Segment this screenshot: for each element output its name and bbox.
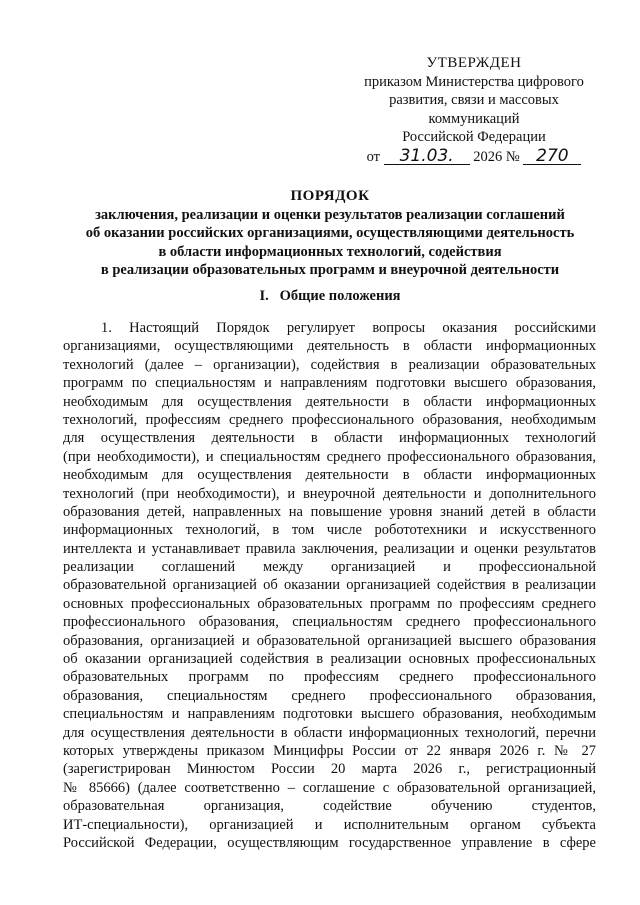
body-line: образования, организацией и образовательной организацией высшего образования [63, 632, 596, 649]
title-line: в области информационных технологий, содействия [158, 243, 502, 260]
body-line: образовательная организация, содействие обучению студентов, [63, 798, 596, 815]
approval-heading: УТВЕРЖДЕН [426, 55, 522, 71]
approval-line: развития, связи и массовых [389, 92, 559, 108]
body-line: организациями, осуществляющими деятельность в области информационных [63, 338, 596, 355]
title-line: заключения, реализации и оценки результатов реализации соглашений [95, 206, 565, 223]
body-line: 1. Настоящий Порядок регулирует вопросы оказания российскими [101, 320, 596, 336]
body-line: которых утверждены приказом Минцифры России от 22 января 2026 г. № 27 [63, 742, 596, 759]
date-prefix: от [366, 148, 381, 165]
title-line: в реализации образовательных программ и внеурочной деятельности [100, 262, 560, 278]
body-line: № 85666) (далее соответственно – соглашение с образовательной организацией, [63, 779, 596, 796]
title-line: об оказании российских организациями, осуществляющими деятельность [85, 225, 575, 241]
body-line: (зарегистрирован Минюстом России 20 марта 2026 г., регистрационный [63, 761, 596, 778]
body-line: технологий (далее – организации), содействия в реализации образовательных [63, 356, 596, 373]
body-paragraph [63, 319, 596, 852]
body-line: специальностям и направлениям подготовки высшего образования, необходимым [63, 706, 596, 723]
body-line: интеллекта и устанавливает правила заключения, реализации и оценки результатов [63, 540, 596, 557]
section-heading: I. Общие положения [259, 288, 401, 304]
handwritten-number: 270 [523, 148, 581, 165]
approval-line: Российской Федерации [402, 129, 546, 145]
body-line: основных профессиональных образовательных программ по профессиям среднего [63, 595, 596, 612]
approval-date-line [360, 145, 588, 167]
year-number-label: 2026 № [473, 148, 520, 165]
handwritten-date: 31.03. [384, 148, 470, 165]
body-line: ИТ-специальности), организацией и исполнительным органом субъекта [63, 816, 596, 833]
body-line: профессионального образования, специальностям среднего профессионального [63, 614, 596, 631]
body-line: для осуществления деятельности в области информационных технологий [63, 430, 596, 447]
body-line: образования, специальностям среднего профессионального образования, [63, 687, 596, 704]
body-line: (при необходимости), и специальностям среднего профессионального образования, [63, 448, 596, 465]
body-line: технологий (при необходимости), и внеурочной деятельности и дополнительного [63, 485, 596, 502]
body-line: для осуществления деятельности в области информационных технологий, перечни [63, 724, 596, 741]
body-line: программ по специальностям и направлениям подготовки высшего образования, [63, 375, 596, 392]
body-line: Российской Федерации, осуществляющим государственное управление в сфере [63, 834, 596, 851]
approval-block [360, 54, 588, 166]
body-line: необходимым для осуществления деятельности в области информационных [63, 393, 596, 410]
body-line: образовательных программ по профессиям среднего профессионального [63, 669, 596, 686]
body-line: технологий, профессиям среднего профессионального образования, необходимым [63, 411, 596, 428]
document-title [60, 187, 600, 280]
body-line: информационных технологий, в том числе робототехники и искусственного [63, 522, 596, 539]
body-line: реализации соглашений между организацией и профессиональной [63, 559, 596, 576]
approval-line: коммуникаций [428, 110, 520, 127]
body-line: необходимым для осуществления деятельности в области информационных [63, 467, 596, 484]
doc-type-heading: ПОРЯДОК [290, 188, 370, 204]
approval-line: приказом Министерства цифрового [364, 73, 584, 90]
body-line: об оказании организацией содействия в реализации основных профессиональных [63, 651, 596, 668]
body-line: образовательной организацией об оказании организацией содействия в реализации [63, 577, 596, 594]
body-line: образования детей, направленных на повышение уровня знаний детей в области [63, 503, 596, 520]
